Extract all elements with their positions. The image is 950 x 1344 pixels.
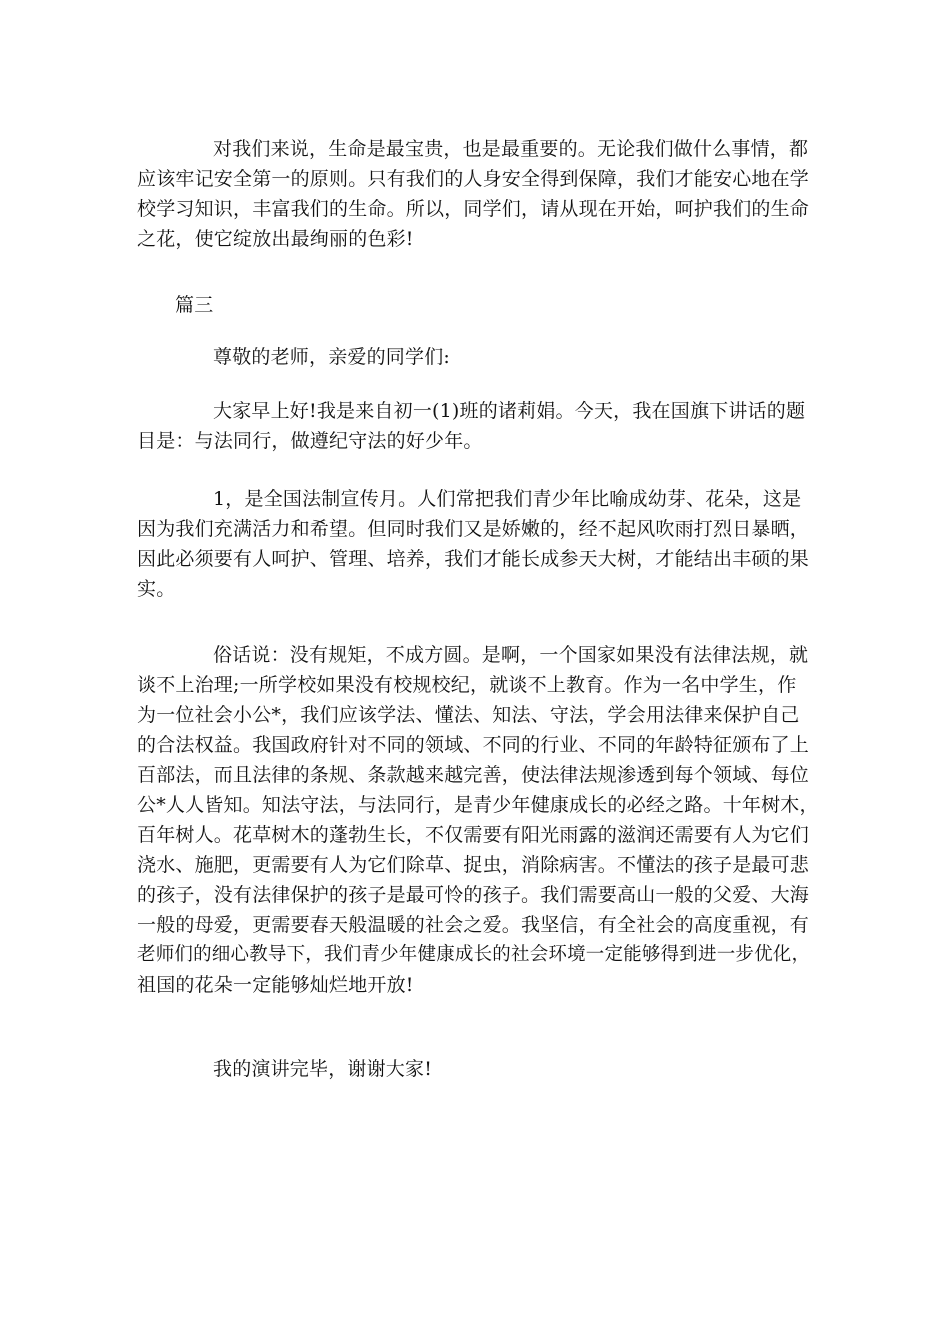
paragraph-intro — [137, 396, 827, 456]
text-line: 1，是全国法制宣传月。人们常把我们青少年比喻成幼芽、花朵，这是 — [213, 488, 802, 510]
paragraph-main-body — [137, 640, 827, 1000]
text-line: 公*人人皆知。知法守法，与法同行，是青少年健康成长的必经之路。十年树木， — [137, 794, 819, 816]
paragraph-legal-month — [137, 484, 827, 604]
text-line: 的合法权益。我国政府针对不同的领域、不同的行业、不同的年龄特征颁布了上 — [137, 734, 810, 756]
paragraph-closing — [137, 1054, 827, 1084]
text-line: 百年树人。花草树木的蓬勃生长，不仅需要有阳光雨露的滋润还需要有人为它们 — [137, 824, 810, 846]
text-line: 尊敬的老师，亲爱的同学们: — [213, 346, 451, 368]
text-line: 应该牢记安全第一的原则。只有我们的人身安全得到保障，我们才能安心地在学 — [137, 168, 810, 190]
text-line: 祖国的花朵一定能够灿烂地开放! — [137, 974, 414, 996]
text-line: 目是：与法同行，做遵纪守法的好少年。 — [137, 430, 483, 452]
section-title: 篇三 — [175, 294, 214, 316]
text-line: 的孩子，没有法律保护的孩子是最可怜的孩子。我们需要高山一般的父爱、大海 — [137, 884, 810, 906]
text-line: 浇水、施肥，更需要有人为它们除草、捉虫，消除病害。不懂法的孩子是最可悲 — [137, 854, 810, 876]
text-line: 谈不上治理;一所学校如果没有校规校纪，就谈不上教育。作为一名中学生，作 — [137, 674, 797, 696]
text-line: 百部法，而且法律的条规、条款越来越完善，使法律法规渗透到每个领域、每位 — [137, 764, 810, 786]
text-line: 大家早上好!我是来自初一(1)班的诸莉娟。今天，我在国旗下讲话的题 — [213, 400, 806, 422]
text-line: 我的演讲完毕，谢谢大家! — [213, 1058, 433, 1080]
section-heading — [137, 290, 827, 320]
text-line: 之花，使它绽放出最绚丽的色彩! — [137, 228, 414, 250]
text-line: 为一位社会小公*，我们应该学法、懂法、知法、守法，学会用法律来保护自己 — [137, 704, 800, 726]
text-line: 对我们来说，生命是最宝贵，也是最重要的。无论我们做什么事情，都 — [213, 138, 809, 160]
text-line: 因为我们充满活力和希望。但同时我们又是娇嫩的，经不起风吹雨打烈日暴晒， — [137, 518, 810, 540]
text-line: 一般的母爱，更需要春天般温暖的社会之爱。我坚信，有全社会的高度重视，有 — [137, 914, 810, 936]
text-line: 实。 — [137, 578, 176, 600]
text-line: 校学习知识，丰富我们的生命。所以，同学们，请从现在开始，呵护我们的生命 — [137, 198, 810, 220]
text-line: 俗话说：没有规矩，不成方圆。是啊，一个国家如果没有法律法规，就 — [213, 644, 809, 666]
paragraph-greeting — [137, 342, 827, 372]
paragraph-safety-conclusion — [137, 134, 827, 254]
text-line: 因此必须要有人呵护、管理、培养，我们才能长成参天大树，才能结出丰硕的果 — [137, 548, 810, 570]
text-line: 老师们的细心教导下，我们青少年健康成长的社会环境一定能够得到进一步优化， — [137, 944, 811, 965]
